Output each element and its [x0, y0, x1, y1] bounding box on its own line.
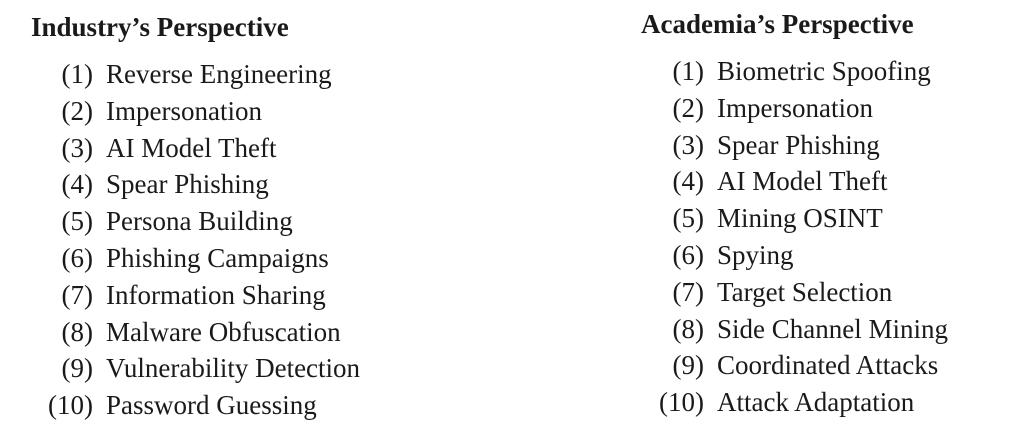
item-number: (2) [61, 95, 93, 126]
academia-heading: Academia’s Perspective [641, 9, 914, 39]
item-number: (1) [672, 56, 704, 86]
item-label: Side Channel Mining [717, 313, 948, 344]
item-label: AI Model Theft [106, 132, 277, 163]
item-label: Spear Phishing [717, 129, 880, 160]
item-number: (5) [672, 203, 704, 234]
item-label: Information Sharing [106, 279, 326, 310]
item-number: (9) [61, 353, 93, 384]
item-label: Phishing Campaigns [106, 242, 329, 273]
item-label: Mining OSINT [717, 203, 883, 234]
item-label: Coordinated Attacks [717, 350, 939, 381]
item-number: (8) [672, 313, 704, 344]
item-number: (7) [672, 276, 704, 307]
item-number: (8) [61, 316, 93, 347]
item-label: Impersonation [717, 92, 873, 123]
item-number: (10) [659, 387, 704, 418]
item-label: Attack Adaptation [717, 387, 915, 418]
item-label: Target Selection [717, 276, 893, 307]
item-number: (2) [672, 92, 704, 123]
item-number: (5) [61, 206, 93, 237]
item-number: (3) [672, 129, 704, 160]
item-number: (1) [61, 59, 93, 89]
item-number: (6) [61, 242, 93, 273]
item-label: AI Model Theft [717, 166, 888, 197]
item-label: Reverse Engineering [106, 59, 332, 89]
industry-heading: Industry’s Perspective [31, 12, 289, 42]
item-label: Password Guessing [106, 390, 317, 421]
item-number: (6) [672, 239, 704, 270]
item-label: Biometric Spoofing [717, 56, 931, 86]
item-number: (9) [672, 350, 704, 381]
item-label: Vulnerability Detection [106, 353, 361, 384]
item-number: (10) [48, 390, 93, 421]
item-label: Spying [717, 239, 794, 270]
item-label: Spear Phishing [106, 169, 269, 200]
item-label: Persona Building [106, 206, 293, 237]
item-label: Impersonation [106, 95, 262, 126]
item-number: (3) [61, 132, 93, 163]
item-number: (7) [61, 279, 93, 310]
item-number: (4) [61, 169, 93, 200]
item-number: (4) [672, 166, 704, 197]
item-label: Malware Obfuscation [106, 316, 341, 347]
